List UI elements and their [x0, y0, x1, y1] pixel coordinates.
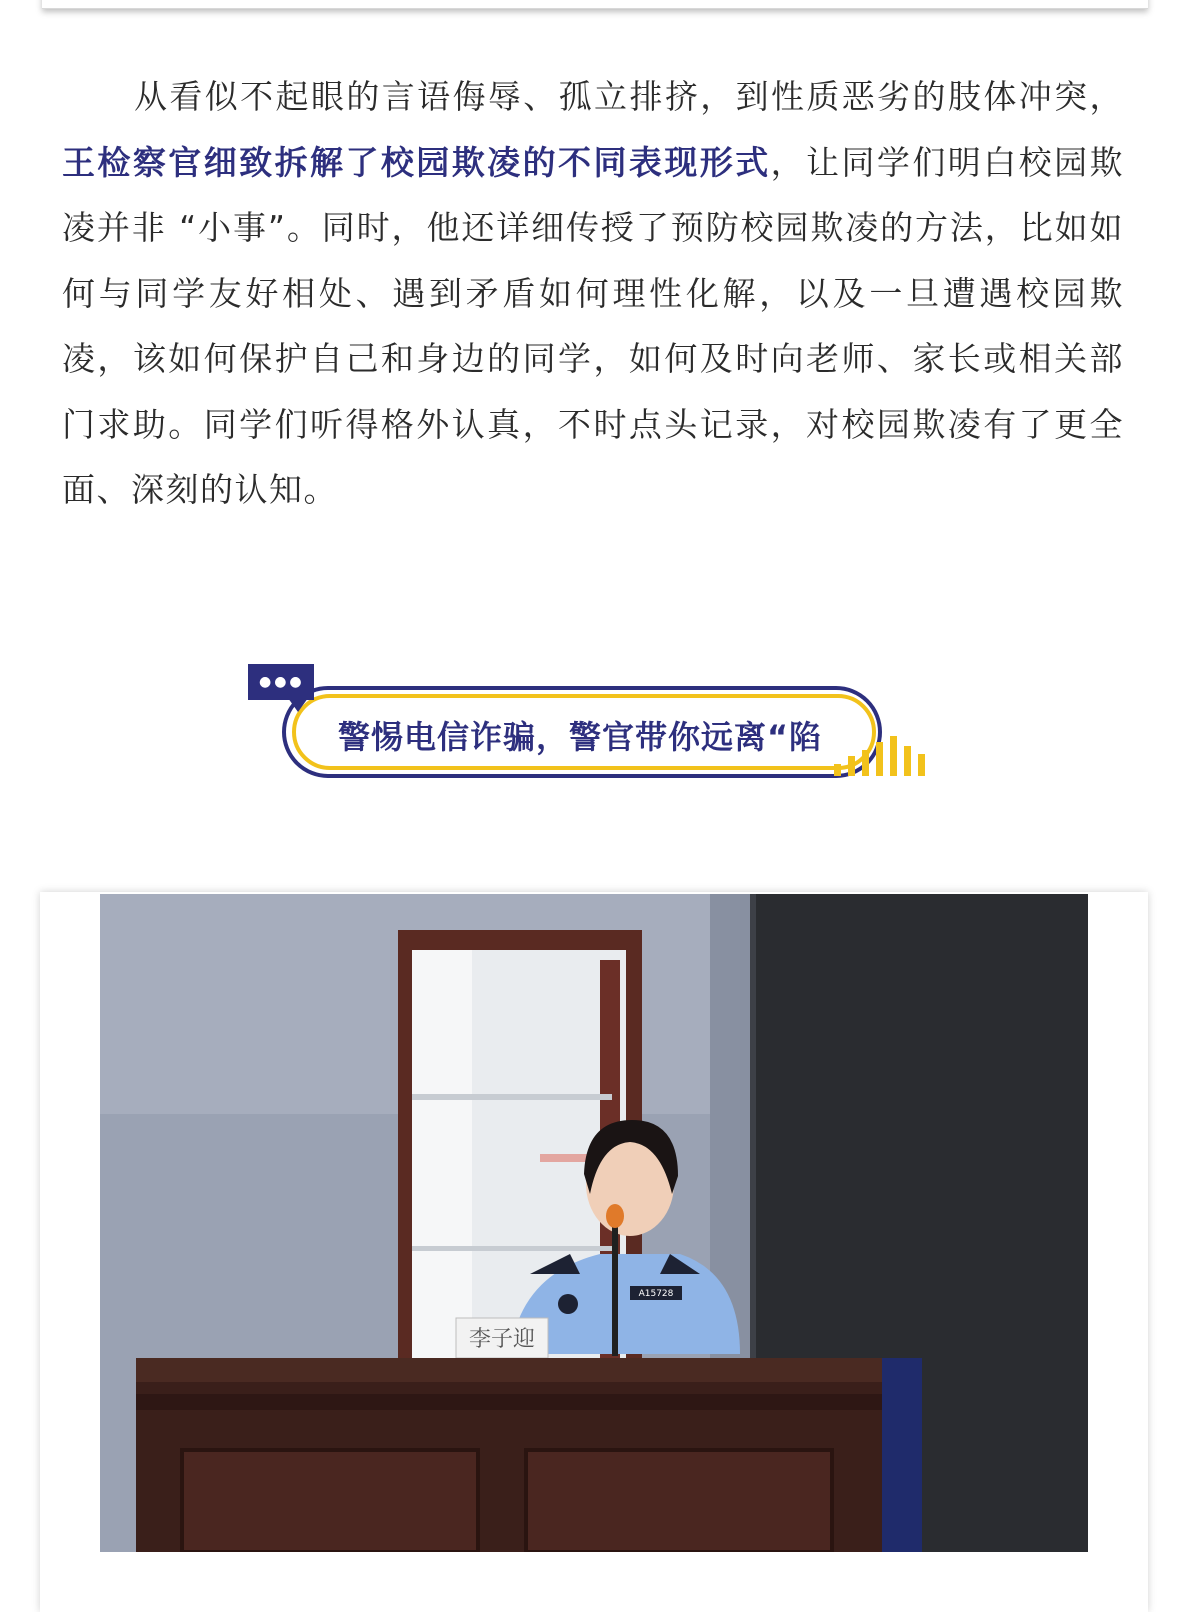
article-paragraph [62, 64, 1124, 523]
photo-card [40, 892, 1148, 1612]
previous-image-card [42, 0, 1148, 9]
section-heading [248, 660, 928, 790]
badge-number-text: A15728 [638, 1289, 674, 1299]
nameplate-text: 李子迎 [468, 1327, 536, 1352]
officer-speaking-photo [100, 894, 1088, 1552]
paragraph-text-end: ，让同学们明白校园欺凌并非 “小事”。同时，他还详细传授了预防校园欺凌的方法，比如如何与同学友好相处、遇到矛盾如何理性化解，以及一旦遭遇校园欺凌，该如何保护自己和身边的同学，如何及时向老师、家长或相关部门求助。同学们听得格外认真，不时点头记录，对校园欺凌有了更全面、深刻的认知。 [62, 142, 1125, 509]
section-heading-text: 警惕电信诈骗，警官带你远离“陷 [338, 718, 823, 756]
paragraph-text-start: 从看似不起眼的言语侮辱、孤立排挤，到性质恶劣的肢体冲突， [134, 77, 1124, 116]
chat-bubble-icon: ●●● [248, 664, 314, 700]
chat-bubble-tail [288, 698, 308, 712]
bar-decoration-icon [834, 726, 924, 776]
paragraph-highlight: 王检察官细致拆解了校园欺凌的不同表现形式 [62, 142, 771, 182]
